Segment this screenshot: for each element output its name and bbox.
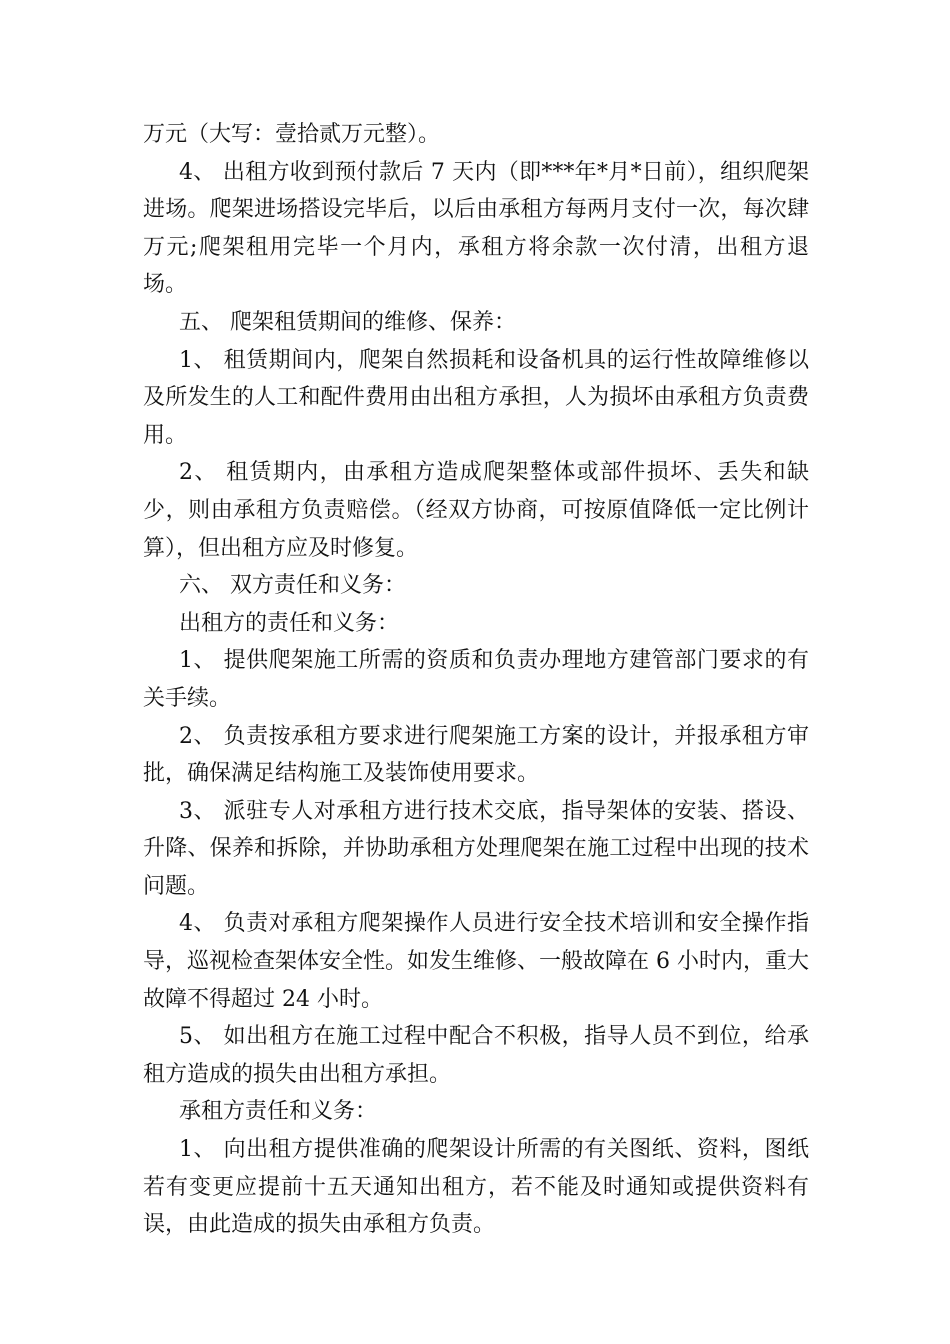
paragraph-lessee-1: 1、 向出租方提供准确的爬架设计所需的有关图纸、资料，图纸若有变更应提前十五天通知出租方，若不能及时通知或提供资料有误，由此造成的损失由承租方负责。 — [143, 1137, 809, 1238]
paragraph-lessor-3: 3、 派驻专人对承租方进行技术交底，指导架体的安装、搭设、升降、保养和拆除，并协助承租方处理爬架在施工过程中出现的技术问题。 — [143, 798, 809, 899]
paragraph-continuation: 万元（大写：壹拾贰万元整）。 — [143, 122, 441, 147]
paragraph-lessor-5: 5、 如出租方在施工过程中配合不积极，指导人员不到位，给承租方造成的损失由出租方承担。 — [143, 1024, 809, 1087]
section-heading-six: 六、 双方责任和义务： — [179, 573, 406, 599]
document-body — [143, 116, 809, 1244]
subheading-lessee: 承租方责任和义务： — [179, 1099, 378, 1125]
subheading-lessor: 出租方的责任和义务： — [179, 610, 400, 636]
paragraph-maintenance-2: 2、 租赁期内，由承租方造成爬架整体或部件损坏、丢失和缺少，则由承租方负责赔偿。（经双方协商，可按原值降低一定比例计算），但出租方应及时修复。 — [143, 460, 809, 561]
paragraph-clause-4: 4、 出租方收到预付款后 7 天内（即***年*月*日前），组织爬架进场。爬架进场搭设完毕后，以后由承租方每两月支付一次，每次肆万元;爬架租用完毕一个月内，承租方将余款一次付清，出租方退场。 — [143, 159, 809, 298]
paragraph-lessor-1: 1、 提供爬架施工所需的资质和负责办理地方建管部门要求的有关手续。 — [143, 648, 809, 711]
paragraph-lessor-4: 4、 负责对承租方爬架操作人员进行安全技术培训和安全操作指导，巡视检查架体安全性。如发生维修、一般故障在 6 小时内，重大故障不得超过 24 小时。 — [143, 911, 809, 1012]
paragraph-lessor-2: 2、 负责按承租方要求进行爬架施工方案的设计，并报承租方审批，确保满足结构施工及装饰使用要求。 — [143, 723, 809, 787]
paragraph-maintenance-1: 1、 租赁期间内，爬架自然损耗和设备机具的运行性故障维修以及所发生的人工和配件费用由出租方承担，人为损坏由承租方负责费用。 — [143, 347, 809, 448]
section-heading-five: 五、 爬架租赁期间的维修、保养： — [179, 309, 516, 335]
